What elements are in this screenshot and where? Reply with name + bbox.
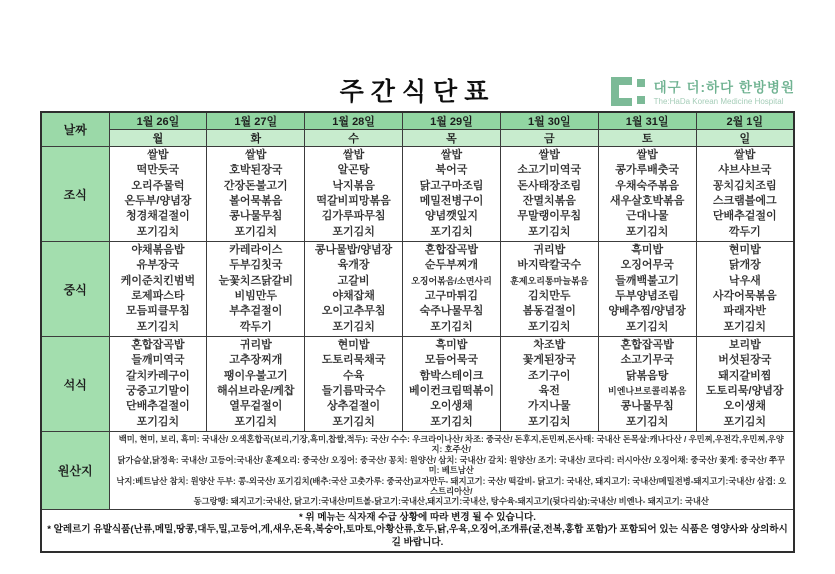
origin-line: 닭가슴살,닭정육: 국내산/ 고등어:국내산/ 훈제오리: 중국산/ 오징어: 중국산/ 꽁치: 원양산/ 삼치: 국내산/ 갈치: 원양산/ 조기: 국내산/ 코다리: 러시아산/ 오징어채: 중국산/ 꽃게: 중국산/ 쭈꾸미: 베트남산 (117, 454, 785, 476)
menu-item: 상추겉절이 (327, 400, 381, 413)
menu-item: 포기김치 (136, 225, 180, 238)
menu-item: 쌀밥 (342, 148, 365, 161)
menu-item: 쌀밥 (245, 148, 267, 161)
menu-cell (403, 242, 501, 337)
menu-item: 포기김치 (430, 415, 473, 428)
menu-item: 포기김치 (430, 225, 473, 238)
menu-item: 무말랭이무침 (517, 210, 582, 223)
menu-item: 포기김치 (332, 225, 375, 238)
menu-item: 낙우새 (728, 274, 761, 287)
date-cell: 1월 30일 (500, 112, 598, 130)
menu-item: 보리밥 (728, 338, 761, 351)
origin-line: 낙지:베트남산 참치: 원양산 두부: 콩-외국산/ 포기김치(배추:국산 고춧가루: 중국산)교자만두- 돼지고기: 국산/ 떡갈비- 닭고기: 국내산, 돼지고기: 국내산/메밀전병-돼지고기:국내산/ 삼겹: 오스트리아산/ (116, 475, 787, 497)
menu-cell (207, 242, 305, 337)
menu-item: 잔멸치볶음 (522, 195, 576, 207)
menu-item: 오리주물럭 (131, 179, 185, 192)
menu-item: 스크램블에그 (712, 195, 777, 207)
menu-item: 양배추찜/양념장 (608, 305, 686, 318)
menu-item: 새우살호박볶음 (609, 195, 685, 207)
menu-item: 들깨미역국 (131, 354, 185, 367)
menu-item: 순두부찌개 (424, 259, 479, 272)
date-row (41, 112, 794, 130)
dow-cell: 월 (109, 130, 207, 147)
menu-item: 콩나물무침 (229, 210, 283, 223)
dow-cell: 목 (403, 130, 501, 147)
menu-cell (403, 147, 501, 242)
notes-cell (41, 509, 794, 552)
menu-item: 봄동겉절이 (522, 305, 576, 318)
menu-item: 궁중고기말이 (126, 385, 190, 397)
menu-item: 콩나물밥/양념장 (314, 243, 393, 256)
menu-item: 꽁치김치조림 (712, 179, 777, 192)
menu-cell (598, 242, 696, 337)
origin-label-cell: 원산지 (41, 432, 109, 510)
menu-item: 깍두기 (728, 225, 761, 238)
menu-item: 단배추겉절이 (712, 210, 777, 223)
menu-item: 쌀밥 (538, 148, 560, 161)
date-cell: 2월 1일 (696, 112, 794, 130)
menu-item: 포기김치 (430, 320, 473, 333)
meal-label-breakfast: 조식 (41, 147, 109, 242)
origin-cell (109, 432, 794, 510)
menu-item: 눈꽃치즈닭갈비 (218, 274, 293, 287)
menu-item: 도토리묵/양념장 (706, 385, 784, 397)
menu-item: 고갈비 (337, 274, 370, 287)
menu-item: 포기김치 (528, 320, 571, 333)
menu-item: 현미밥 (728, 243, 761, 256)
menu-item: 들기름막국수 (321, 385, 386, 397)
meal-label-lunch: 중식 (41, 242, 109, 337)
menu-cell (500, 242, 598, 337)
menu-item: 쌀밥 (636, 148, 658, 161)
menu-item: 비빔만두 (234, 290, 278, 302)
menu-item: 콩나물무침 (620, 400, 674, 413)
menu-cell (696, 337, 794, 432)
menu-item: 소고기미역국 (517, 164, 582, 177)
hospital-logo (610, 76, 795, 112)
menu-item: 흑미밥 (435, 338, 468, 351)
menu-item: 소고기무국 (620, 354, 674, 367)
menu-cell (696, 242, 794, 337)
menu-item: 포기김치 (136, 320, 180, 333)
dow-cell: 화 (207, 130, 305, 147)
menu-item: 유부장국 (136, 259, 180, 272)
menu-item: 포기김치 (136, 415, 180, 428)
menu-item: 근대나물 (625, 210, 669, 223)
menu-item: 볼어묵볶음 (229, 195, 283, 207)
menu-item: 가지나물 (528, 400, 571, 413)
hospital-logo-icon (610, 76, 646, 112)
menu-item: 온두부/양념장 (124, 195, 192, 207)
dow-cell: 일 (696, 130, 794, 147)
menu-item: 혼합잡곡밥 (620, 338, 674, 351)
menu-item: 북어국 (435, 164, 468, 177)
origin-line: 동그랑땡: 돼지고기:국내산, 닭고기:국내산/미트볼-닭고기:국내산,돼지고기:국내산, 탕수육-돼지고기(뒷다리살):국내산/ 비엔나- 돼지고기: 국내산 (193, 496, 709, 507)
date-cell: 1월 29일 (403, 112, 501, 130)
menu-item: 단배추겉절이 (126, 400, 190, 413)
menu-item: 파래자반 (723, 305, 767, 318)
menu-item: 꽃게된장국 (522, 354, 576, 367)
breakfast-row (41, 147, 794, 242)
menu-item: 오이생채 (723, 400, 767, 413)
menu-cell (109, 337, 207, 432)
menu-item: 쌀밥 (440, 148, 463, 161)
menu-item: 육개장 (337, 259, 370, 272)
menu-item: 고구마튀김 (424, 290, 479, 302)
menu-item: 돼지갈비찜 (718, 369, 772, 382)
menu-cell (696, 147, 794, 242)
note-line: * 위 메뉴는 식자재 수급 상황에 따라 변경 될 수 있습니다. (299, 511, 536, 523)
menu-cell (403, 337, 501, 432)
menu-item: 포기김치 (332, 415, 375, 428)
meal-plan-table-wrap (40, 111, 795, 553)
menu-cell (207, 147, 305, 242)
menu-item: 알곤탕 (337, 164, 370, 177)
menu-item: 훈제오리통마늘볶음 (510, 275, 589, 286)
note-line: * 알레르기 유발식품(난류,메밀,땅콩,대두,밀,고등어,게,새우,돈육,복숭아,토마토,아황산류,호두,닭,우육,오징어,조개류(굴,전복,홍합 포함)가 포함되어 있는 식품은 영양사와 상의하시길 바랍니다. (47, 524, 788, 548)
menu-item: 돈사태장조림 (517, 179, 582, 192)
menu-item: 오징어무국 (620, 259, 674, 272)
menu-item: 김치만두 (528, 290, 571, 302)
menu-item: 해쉬브라운/케찹 (217, 385, 295, 397)
menu-item: 두부양념조림 (615, 290, 680, 302)
lunch-row (41, 242, 794, 337)
menu-item: 메밀전병구이 (419, 195, 484, 207)
menu-item: 모듬피클무침 (126, 305, 190, 318)
menu-item: 도토리묵채국 (321, 354, 386, 367)
menu-item: 포기김치 (234, 415, 278, 428)
dow-cell: 금 (500, 130, 598, 147)
menu-cell (598, 147, 696, 242)
notes-row (41, 509, 794, 552)
date-label-cell: 날짜 (41, 112, 109, 147)
menu-item: 갈치카레구이 (126, 369, 190, 382)
menu-item: 케이준치킨범벅 (120, 274, 196, 287)
menu-item: 포기김치 (234, 225, 278, 238)
menu-cell (109, 242, 207, 337)
menu-item: 야채볶음밥 (131, 243, 185, 256)
menu-cell (109, 147, 207, 242)
date-cell: 1월 26일 (109, 112, 207, 130)
menu-item: 귀리밥 (239, 338, 272, 351)
page-title: 주간식단표 (339, 78, 496, 106)
menu-item: 쌀밥 (147, 148, 169, 161)
menu-cell (305, 242, 403, 337)
menu-item: 포기김치 (625, 320, 669, 333)
hospital-name-ko: 대구 더:하다 한방병원 (653, 80, 795, 96)
menu-item: 양념깻잎지 (424, 210, 479, 223)
menu-item: 야채잡채 (332, 290, 375, 302)
menu-item: 청경채겉절이 (126, 210, 190, 223)
menu-item: 조기구이 (528, 369, 571, 382)
dow-cell: 토 (598, 130, 696, 147)
menu-item: 간장돈불고기 (223, 179, 288, 192)
menu-item: 오이고추무침 (321, 305, 386, 318)
menu-item: 육전 (538, 385, 560, 397)
origin-line: 백미, 현미, 보리, 흑미: 국내산/ 오색혼합곡(보리,기장,흑미,찹쌀,적두): 국산/ 수수: 우크라이나산/ 차조: 중국산/ 돈후지,돈민찌,돈사태: 국내산 돈목살:캐나다산 / 우민찌,우전각,우민찌,우양지: 호주산/ (118, 434, 784, 455)
menu-item: 카레라이스 (229, 243, 283, 256)
menu-cell (598, 337, 696, 432)
meal-label-dinner: 석식 (41, 337, 109, 432)
menu-item: 부추겉절이 (229, 305, 283, 318)
menu-item: 혼합잡곡밥 (424, 243, 479, 256)
menu-item: 사각어묵볶음 (712, 290, 777, 302)
menu-item: 닭고구마조림 (419, 179, 484, 192)
dow-row (41, 130, 794, 147)
menu-item: 두부김칫국 (229, 259, 283, 272)
menu-item: 귀리밥 (533, 243, 566, 256)
menu-item: 혼합잡곡밥 (131, 338, 185, 351)
date-cell: 1월 27일 (207, 112, 305, 130)
dow-cell: 수 (305, 130, 403, 147)
menu-item: 떡만둣국 (136, 164, 180, 177)
menu-item: 베이컨크림떡볶이 (408, 385, 494, 397)
origin-row (41, 432, 794, 510)
menu-item: 포기김치 (625, 225, 669, 238)
menu-item: 포기김치 (723, 415, 767, 428)
menu-cell (500, 147, 598, 242)
menu-item: 포기김치 (528, 415, 571, 428)
menu-item: 함박스테이크 (419, 369, 484, 382)
menu-item: 비엔나브로콜리볶음 (608, 386, 687, 396)
menu-item: 깍두기 (239, 320, 272, 333)
date-cell: 1월 28일 (305, 112, 403, 130)
menu-item: 흑미밥 (631, 243, 664, 256)
menu-item: 포기김치 (528, 225, 571, 238)
menu-item: 호박된장국 (229, 164, 283, 177)
menu-item: 차조밥 (533, 338, 566, 351)
menu-item: 오이생채 (430, 400, 473, 413)
menu-item: 모듬어묵국 (424, 354, 479, 367)
menu-item: 버섯된장국 (718, 354, 772, 367)
meal-plan-table (40, 111, 795, 553)
menu-item: 오징어볶음/소면사리 (411, 275, 492, 286)
menu-item: 팽이우불고기 (223, 369, 288, 382)
menu-item: 바지락칼국수 (517, 259, 582, 272)
menu-item: 고추장찌개 (229, 354, 283, 367)
menu-cell (207, 337, 305, 432)
menu-item: 김가루파무침 (321, 210, 386, 223)
menu-cell (500, 337, 598, 432)
menu-item: 포기김치 (625, 415, 669, 428)
date-cell: 1월 31일 (598, 112, 696, 130)
menu-item: 포기김치 (723, 320, 767, 333)
menu-cell (305, 147, 403, 242)
hospital-name-en: The:HaDa Korean Medicine Hospital (653, 97, 784, 107)
menu-item: 닭볶음탕 (625, 369, 669, 382)
menu-item: 떡갈비피망볶음 (316, 195, 391, 207)
menu-item: 숙주나물무침 (419, 305, 484, 318)
menu-item: 우채숙주볶음 (615, 179, 680, 192)
menu-item: 들깨백불고기 (615, 274, 680, 287)
menu-item: 닭개장 (728, 259, 761, 272)
menu-item: 콩가루배춧국 (615, 164, 680, 177)
dinner-row (41, 337, 794, 432)
menu-item: 열무겉절이 (229, 400, 283, 413)
menu-cell (305, 337, 403, 432)
menu-item: 쌀밥 (734, 148, 756, 161)
menu-item: 현미밥 (337, 338, 370, 351)
menu-item: 낙지볶음 (332, 179, 375, 192)
menu-item: 로제파스타 (131, 290, 185, 302)
menu-item: 샤브샤브국 (718, 164, 772, 177)
menu-item: 수육 (342, 369, 365, 382)
menu-item: 포기김치 (332, 320, 375, 333)
